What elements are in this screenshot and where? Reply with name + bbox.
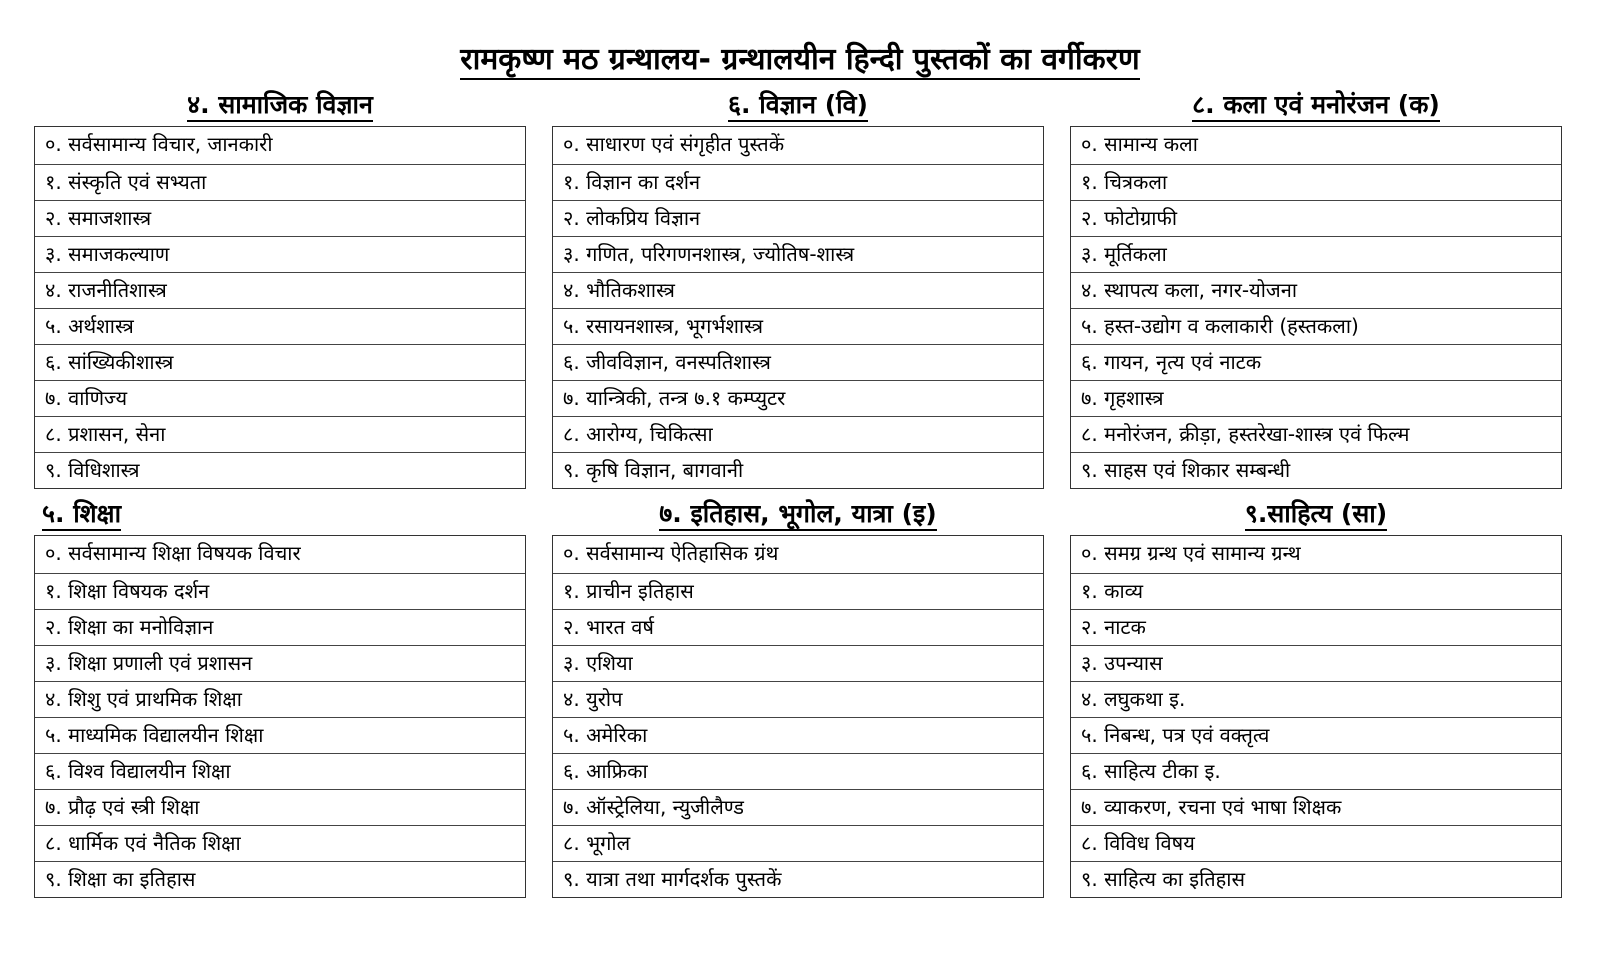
list-item: ३. उपन्यास xyxy=(1071,645,1561,681)
list-item: १. विज्ञान का दर्शन xyxy=(553,164,1043,200)
list-item: ३. समाजकल्याण xyxy=(35,236,525,272)
list-item: ५. माध्यमिक विद्यालयीन शिक्षा xyxy=(35,717,525,753)
list-item: ६. साहित्य टीका इ. xyxy=(1071,753,1561,789)
list-item: १. संस्कृति एवं सभ्यता xyxy=(35,164,525,200)
list-item: ६. गायन, नृत्य एवं नाटक xyxy=(1071,344,1561,380)
section-literature xyxy=(1070,497,1562,898)
list-item: ९. विधिशास्त्र xyxy=(35,452,525,488)
list-item: ०. सर्वसामान्य विचार, जानकारी xyxy=(45,132,273,156)
list-item: ९. कृषि विज्ञान, बागवानी xyxy=(553,452,1043,488)
list-item: ४. स्थापत्य कला, नगर-योजना xyxy=(1071,272,1561,308)
list-item: ७. गृहशास्त्र xyxy=(1071,380,1561,416)
section-science xyxy=(552,88,1044,489)
category-table xyxy=(34,535,526,898)
section-social-science xyxy=(34,88,526,489)
list-item: २. नाटक xyxy=(1071,609,1561,645)
list-item: २. समाजशास्त्र xyxy=(35,200,525,236)
category-table xyxy=(1070,126,1562,489)
list-item: ४. शिशु एवं प्राथमिक शिक्षा xyxy=(35,681,525,717)
section-heading: ५. शिक्षा xyxy=(34,497,526,535)
list-item: ९. साहस एवं शिकार सम्बन्धी xyxy=(1071,452,1561,488)
list-item: ७. वाणिज्य xyxy=(35,380,525,416)
list-item: ०. सर्वसामान्य शिक्षा विषयक विचार xyxy=(45,541,301,565)
list-item: १. काव्य xyxy=(1071,573,1561,609)
list-item: २. शिक्षा का मनोविज्ञान xyxy=(35,609,525,645)
list-item: ७. ऑस्ट्रेलिया, न्युजीलैण्ड xyxy=(553,789,1043,825)
list-item: २. लोकप्रिय विज्ञान xyxy=(553,200,1043,236)
list-item: ०. समग्र ग्रन्थ एवं सामान्य ग्रन्थ xyxy=(1081,541,1301,565)
category-table xyxy=(552,126,1044,489)
list-item: ७. यान्त्रिकी, तन्त्र ७.१ कम्प्युटर xyxy=(553,380,1043,416)
list-item: ६. जीवविज्ञान, वनस्पतिशास्त्र xyxy=(553,344,1043,380)
list-item: ८. मनोरंजन, क्रीड़ा, हस्तरेखा-शास्त्र एवं फिल्म xyxy=(1071,416,1561,452)
list-item: २. फोटोग्राफी xyxy=(1071,200,1561,236)
list-item: ०. सर्वसामान्य ऐतिहासिक ग्रंथ xyxy=(563,541,779,565)
list-item: ८. प्रशासन, सेना xyxy=(35,416,525,452)
list-item: ९. शिक्षा का इतिहास xyxy=(35,861,525,897)
list-item: २. भारत वर्ष xyxy=(553,609,1043,645)
list-item: ५. अमेरिका xyxy=(553,717,1043,753)
category-table xyxy=(34,126,526,489)
section-heading: ८. कला एवं मनोरंजन (क) xyxy=(1070,88,1562,126)
list-item: ५. निबन्ध, पत्र एवं वक्तृत्व xyxy=(1071,717,1561,753)
list-item: ६. सांख्यिकीशास्त्र xyxy=(35,344,525,380)
list-item: ७. प्रौढ़ एवं स्त्री शिक्षा xyxy=(35,789,525,825)
list-item: ५. रसायनशास्त्र, भूगर्भशास्त्र xyxy=(553,308,1043,344)
list-item: ३. शिक्षा प्रणाली एवं प्रशासन xyxy=(35,645,525,681)
section-history xyxy=(552,497,1044,898)
list-item: ५. हस्त-उद्योग व कलाकारी (हस्तकला) xyxy=(1071,308,1561,344)
category-table xyxy=(1070,535,1562,898)
list-item: ८. भूगोल xyxy=(553,825,1043,861)
list-item: ३. एशिया xyxy=(553,645,1043,681)
list-item: ४. लघुकथा इ. xyxy=(1071,681,1561,717)
list-item: ०. सामान्य कला xyxy=(1081,132,1198,156)
list-item: ४. राजनीतिशास्त्र xyxy=(35,272,525,308)
list-item: ६. विश्व विद्यालयीन शिक्षा xyxy=(35,753,525,789)
list-item: ८. धार्मिक एवं नैतिक शिक्षा xyxy=(35,825,525,861)
section-heading: ७. इतिहास, भूगोल, यात्रा (इ) xyxy=(552,497,1044,535)
list-item: ९. साहित्य का इतिहास xyxy=(1071,861,1561,897)
section-heading: ६. विज्ञान (वि) xyxy=(552,88,1044,126)
category-table xyxy=(552,535,1044,898)
list-item: ७. व्याकरण, रचना एवं भाषा शिक्षक xyxy=(1071,789,1561,825)
list-item: ४. भौतिकशास्त्र xyxy=(553,272,1043,308)
section-heading: ९.साहित्य (सा) xyxy=(1070,497,1562,535)
list-item: १. शिक्षा विषयक दर्शन xyxy=(35,573,525,609)
list-item: ८. विविध विषय xyxy=(1071,825,1561,861)
page-title: रामकृष्ण मठ ग्रन्थालय- ग्रन्थालयीन हिन्दी पुस्तकों का वर्गीकरण xyxy=(0,40,1600,80)
section-heading: ४. सामाजिक विज्ञान xyxy=(34,88,526,126)
list-item: ३. मूर्तिकला xyxy=(1071,236,1561,272)
list-item: ९. यात्रा तथा मार्गदर्शक पुस्तकें xyxy=(553,861,1043,897)
list-item: ०. साधारण एवं संगृहीत पुस्तकें xyxy=(563,132,785,156)
list-item: ५. अर्थशास्त्र xyxy=(35,308,525,344)
list-item: १. प्राचीन इतिहास xyxy=(553,573,1043,609)
list-item: ८. आरोग्य, चिकित्सा xyxy=(553,416,1043,452)
list-item: १. चित्रकला xyxy=(1071,164,1561,200)
list-item: ४. युरोप xyxy=(553,681,1043,717)
list-item: ३. गणित, परिगणनशास्त्र, ज्योतिष-शास्त्र xyxy=(553,236,1043,272)
section-education xyxy=(34,497,526,898)
section-arts xyxy=(1070,88,1562,489)
list-item: ६. आफ्रिका xyxy=(553,753,1043,789)
